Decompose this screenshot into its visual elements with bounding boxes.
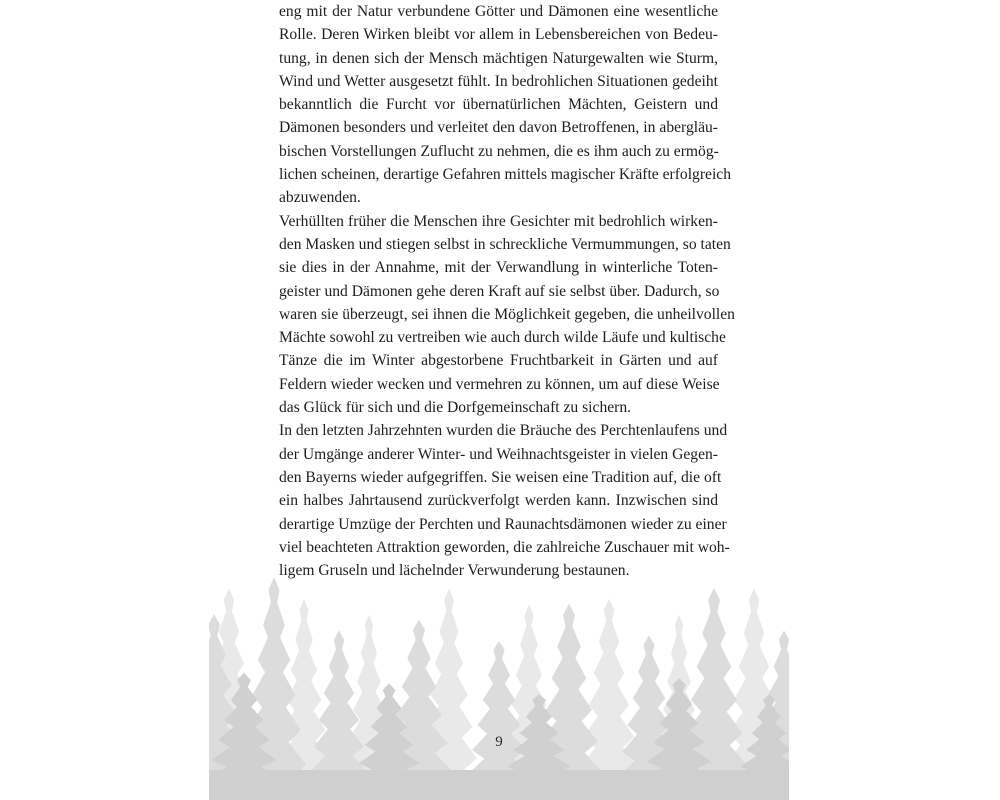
text-line: sie dies in der Annahme, mit der Verwandlung in winterliche Toten- (279, 259, 718, 277)
text-line: das Glück für sich und die Dorfgemeinschaft zu sichern. (279, 399, 632, 417)
text-line: geister und Dämonen gehe deren Kraft auf sie selbst über. Dadurch, so (279, 282, 720, 300)
text-line: Tänze die im Winter abgestorbene Fruchtbarkeit in Gärten und auf (279, 352, 718, 370)
text-line: viel beachteten Attraktion geworden, die zahlreiche Zuschauer mit woh- (279, 538, 730, 556)
text-line: In den letzten Jahrzehnten wurden die Bräuche des Perchtenlaufens und (279, 422, 728, 440)
text-line: derartige Umzüge der Perchten und Raunachtsdämonen wieder zu einer (279, 515, 727, 533)
text-line: tung, in denen sich der Mensch mächtigen Naturgewalten wie Sturm, (279, 49, 718, 67)
text-line: Rolle. Deren Wirken bleibt vor allem in Lebensbereichen von Bedeu- (279, 26, 718, 44)
ground-strip (209, 770, 789, 800)
text-line: bischen Vorstellungen Zuflucht zu nehmen, die es ihm auch zu ermög- (279, 142, 719, 160)
paragraph-2 (279, 210, 735, 420)
text-line: Verhüllten früher die Menschen ihre Gesichter mit bedrohlich wirken- (279, 212, 718, 230)
text-line: ein halbes Jahrtausend zurückverfolgt werden kann. Inzwischen sind (279, 492, 718, 510)
text-line: Feldern wieder wecken und vermehren zu können, um auf diese Weise (279, 375, 720, 393)
text-line: abzuwenden. (279, 189, 361, 207)
text-line: Mächte sowohl zu vertreiben wie auch durch wilde Läufe und kultische (279, 329, 726, 347)
page-number: 9 (495, 734, 503, 750)
text-line: ligem Gruseln und lächelnder Verwunderung bestaunen. (279, 562, 630, 580)
paragraph-1 (279, 0, 732, 210)
book-page (209, 0, 789, 800)
text-line: den Masken und stiegen selbst in schreckliche Vermummungen, so taten (279, 235, 731, 253)
text-line: waren sie überzeugt, sei ihnen die Möglichkeit gegeben, die unheilvollen (279, 305, 735, 323)
text-line: der Umgänge anderer Winter- und Weihnachtsgeister in vielen Gegen- (279, 445, 718, 463)
text-line: den Bayerns wieder aufgegriffen. Sie weisen eine Tradition auf, die oft (279, 468, 722, 486)
text-line: lichen scheinen, derartige Gefahren mittels magischer Kräfte erfolgreich (279, 166, 732, 184)
text-line: Dämonen besonders und verleitet den davon Betroffenen, in abergläu- (279, 119, 718, 137)
text-line: bekanntlich die Furcht vor übernatürlichen Mächten, Geistern und (279, 96, 718, 114)
body-text (279, 0, 735, 582)
text-line: eng mit der Natur verbundene Götter und Dämonen eine wesentliche (279, 3, 718, 20)
paragraph-3 (279, 419, 730, 582)
text-line: Wind und Wetter ausgesetzt fühlt. In bedrohlichen Situationen gedeiht (279, 72, 718, 90)
